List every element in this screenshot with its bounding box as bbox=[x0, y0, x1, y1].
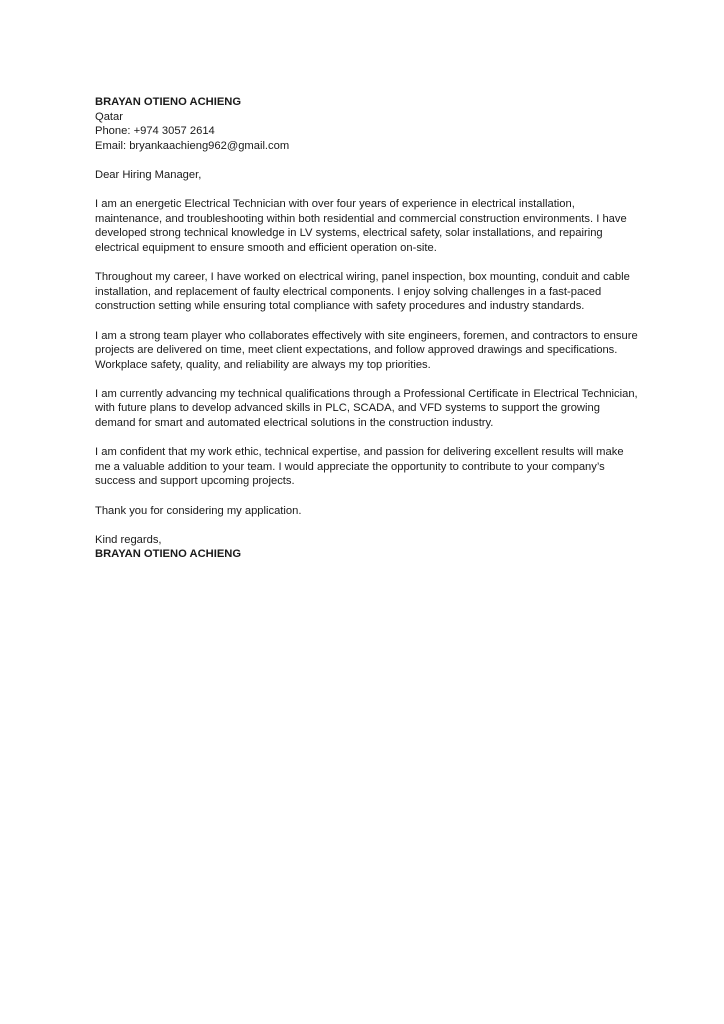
paragraph-thanks: Thank you for considering my application. bbox=[95, 504, 302, 517]
paragraph-confidence: I am confident that my work ethic, technical expertise, and passion for delivering excellent results will make me a valuable addition to your team. I would appreciate the opportunity to contribute to your company’s success and support upcoming projects. bbox=[95, 446, 624, 488]
sender-email: Email: bryankaachieng962@gmail.com bbox=[95, 139, 290, 152]
sender-name: BRAYAN OTIENO ACHIENG bbox=[95, 96, 242, 108]
paragraph-intro: I am an energetic Electrical Technician with over four years of experience in electrical installation, maintenance, and troubleshooting within both residential and commercial construction environments. I have developed strong technical knowledge in LV systems, electrical safety, solar installations, and repairing electrical equipment to ensure smooth and efficient operation on-site. bbox=[95, 198, 627, 254]
closing-phrase: Kind regards, bbox=[95, 533, 162, 546]
closing-block bbox=[95, 533, 640, 562]
salutation: Dear Hiring Manager, bbox=[95, 168, 202, 181]
paragraph-teamwork: I am a strong team player who collaborates effectively with site engineers, foremen, and contractors to ensure projects are delivered on time, meet client expectations, and follow approved drawings and specifications. Workplace safety, quality, and reliability are always my top priorities. bbox=[95, 329, 638, 371]
signature-name: BRAYAN OTIENO ACHIENG bbox=[95, 548, 242, 561]
sender-phone: Phone: +974 3057 2614 bbox=[95, 125, 215, 138]
paragraph-qualifications: I am currently advancing my technical qualifications through a Professional Certificate in Electrical Technician, with future plans to develop advanced skills in PLC, SCADA, and VFD systems to support the growing demand for smart and automated electrical solutions in the construction industry. bbox=[95, 387, 638, 430]
sender-block bbox=[95, 95, 640, 153]
paragraph-experience: Throughout my career, I have worked on electrical wiring, panel inspection, box mounting, conduit and cable installation, and replacement of faulty electrical components. I enjoy solving challenges in a fast-paced construction setting while ensuring total compliance with safety procedures and industry standards. bbox=[95, 271, 630, 313]
cover-letter bbox=[95, 95, 640, 562]
sender-location: Qatar bbox=[95, 110, 123, 123]
